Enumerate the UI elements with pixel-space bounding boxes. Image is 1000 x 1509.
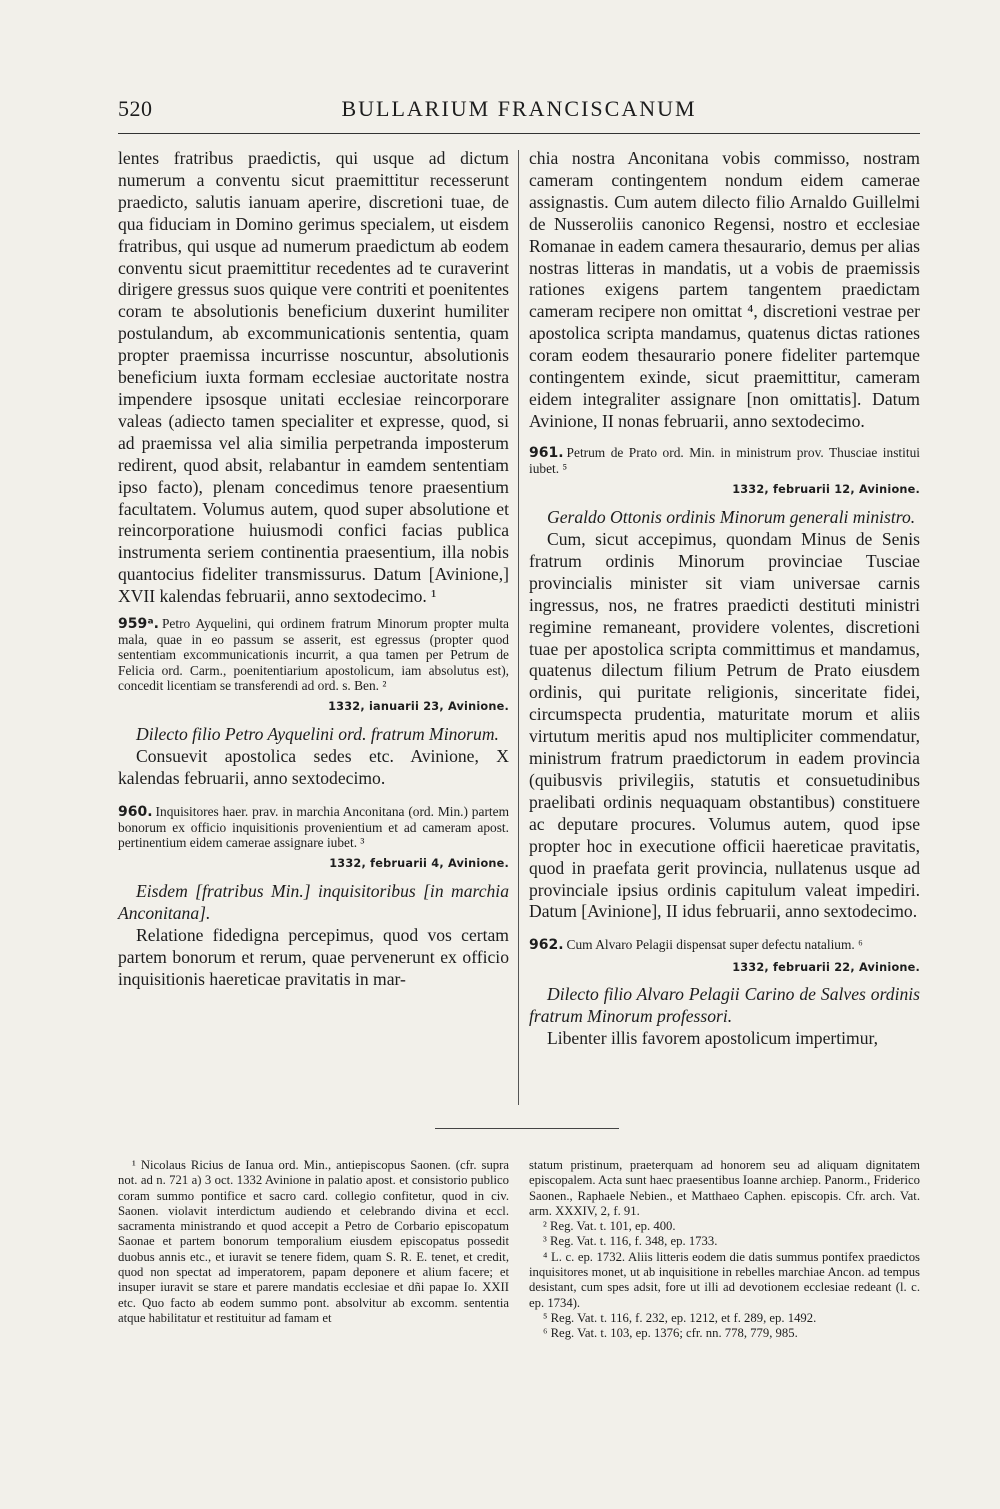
entry-number: 959ᵃ. (118, 616, 159, 633)
entry-text: Cum, sicut accepimus, quondam Minus de Senis fratrum ordinis Minorum provinciae Tusciae provincialis minister sit viam universae carnis ingressus, nos, ne fratres praedicti destituti ministri regimine remaneant, providere volentes, discretioni tuae per apostolica scripta committimus et mandamus, quatenus dilectum filium Petrum de Prato eiusdem ordinis, qui puritate religionis, sinceritate fidei, circumspecta prudentia, maturitate morum et aliis virtutum meritis apud nos multipliciter commendatur, ministrum fratrum praedictorum in eadem provincia (quibusvis privilegiis, statutis et consuetudinibus praelibati ordinis nequaquam obstantibus) constituere ac deputare procures. Volumus autem, quod ipse propter hoc in executione officii haereticae pravitatis, quod in praefata gerit provincia, nullatenus usque ad provinciale ipsius ordinis capitulum valeat impediri. Datum [Avinione], II idus februarii, anno sextodecimo. (529, 529, 920, 922)
right-column (529, 148, 920, 1050)
entry-text: Consuevit apostolica sedes etc. Avinione, X kalendas februarii, anno sextodecimo. (118, 745, 509, 788)
entry-number: 960. (118, 803, 153, 820)
footnote-1-continued: statum pristinum, praeterquam ad honorem seu ad aliquam dignitatem episcopalem. Acta sunt haec praesentibus Ioanne archiep. Panorm., Friderico Saonen., Raphaele Nebien., et Matthaeo Caphen. episcopis. Cfr. arch. Vat. arm. XXXIV, 2, f. 91. (529, 1158, 920, 1218)
entry-960-summary (118, 804, 509, 851)
entry-summary: Cum Alvaro Pelagii dispensat super defectu natalium. ⁶ (566, 937, 863, 953)
entry-date: 1332, februarii 22, Avinione. (732, 960, 920, 974)
entry-text: Relatione fidedigna percepimus, quod vos certam partem bonorum et rerum, quae pervenerunt ex officio inquisitionis haereticae pravitatis in mar- (118, 925, 509, 989)
column-divider (518, 150, 519, 1105)
continuation-text: chia nostra Anconitana vobis commisso, nostram cameram contingentem nondum eidem camerae assignastis. Cum autem dilecto filio Arnaldo Guillelmi de Nusseroliis canonico Regensi, nostro et ecclesiae Romanae in eadem camera thesaurario, demus per alias nostras litteras in mandatis, ut a vobis de praemissis rationes exigens partem tangentem praedictam cameram recipere non omittat ⁴, discretioni vestrae per apostolica scripta mandamus, quatenus dictas rationes coram eodem thesaurario ponere fideliter partemque contingentem exinde, sicut praemittitur, cameram eidem integraliter assignare [non omittatis]. Datum Avinione, II nonas februarii, anno sextodecimo. (529, 148, 920, 431)
entry-summary: Petro Ayquelini, qui ordinem fratrum Minorum propter multa mala, quae in eo passum se asserit, est egressus (propter quod sententiam excommunicationis incurrit, a qua tamen per Petrum de Felicia ord. Carm., poenitentiarium apostolicum, iam absolutus est), concedit licentiam se transferendi ad ord. s. Ben. ² (118, 616, 509, 693)
entry-address: Geraldo Ottonis ordinis Minorum generali ministro. (547, 507, 916, 528)
footnote-3: ³ Reg. Vat. t. 116, f. 348, ep. 1733. (543, 1234, 718, 1249)
running-title: BULLARIUM FRANCISCANUM (341, 96, 697, 121)
entry-address: Dilecto filio Alvaro Pelagii Carino de Salves ordinis fratrum Minorum professori. (529, 984, 920, 1027)
entry-959a-summary (118, 616, 509, 693)
footnotes-right (529, 1158, 920, 1342)
continuation-text: lentes fratribus praedictis, qui usque ad dictum numerum a conventu sicut praemittitur recesserunt praedicto, salutis ianuam aperire, discretioni tuae, de qua fiduciam in Domino gerimus specialem, ut eisdem fratribus, qui usque ad numerum praedictum ab eodem conventu sicut praemittitur recedentes ad te curaverint dirigere gressus suos quique vere contriti et poenitentes coram te absolutionis beneficium duxerint humiliter postulandum, ab excommunicationis sententia, quam propter praemissa incurrisse noscuntur, absolutionis beneficium iuxta formam ecclesiae auctoritate nostra impendere ipsosque unitati ecclesiae reincorporare valeas (adiecto tamen specialiter et expresse, quod, si ad praemissa vel alia similia perpetranda imposterum redirent, quod absit, relabantur in eamdem sententiam ipso facto), plenam concedimus tenore praesentium facultatem. Volumus autem, quod super absolutione et reincorporatione huiusmodi confici facias publica instrumenta seriem continentia praesentium, illa nobis quantocius fideliter transmissurus. Datum [Avinione,] XVII kalendas februarii, anno sextodecimo. ¹ (118, 148, 509, 607)
footnotes-left (118, 1158, 509, 1326)
footnote-6: ⁶ Reg. Vat. t. 103, ep. 1376; cfr. nn. 778, 779, 985. (543, 1326, 798, 1341)
entry-961-summary (529, 445, 920, 476)
page-header (118, 96, 920, 132)
entry-address: Eisdem [fratribus Min.] inquisitoribus [in marchia Anconitana]. (118, 881, 509, 924)
footnote-5: ⁵ Reg. Vat. t. 116, f. 232, ep. 1212, et f. 289, ep. 1492. (543, 1310, 817, 1325)
entry-text: Libenter illis favorem apostolicum impertimur, (547, 1028, 879, 1049)
entry-date: 1332, februarii 12, Avinione. (732, 483, 920, 497)
page-number: 520 (118, 96, 153, 121)
header-rule (118, 133, 920, 134)
left-column (118, 148, 509, 991)
entry-number: 961. (529, 444, 564, 461)
entry-address: Dilecto filio Petro Ayquelini ord. fratrum Minorum. (136, 723, 499, 744)
footnote-1: ¹ Nicolaus Ricius de Ianua ord. Min., antiepiscopus Saonen. (cfr. supra not. ad n. 721 a) 3 oct. 1332 Avinione in palatio apost. et consistorio publico coram summo pontifice et sacro card. collegio confitetur, quod in civ. Saonen. violavit interdictum audiendo et celebrando divina et eccl. sacramenta ministrando et quod accepit a Petro de Corbario episcopatum Saonae et partem bonorum temporalium eiusdem episcopatus possedit duobus annis etc., et iuravit se tenere fidem, quam S. R. E. tenet, et credit, quod non spectat ad imperatorem, papam deponere et alium facere; et insuper iuravit se stare et parere mandatis ecclesiae et dñi papae Io. XXII etc. Quo facto ab eodem summo pont. absolvitur ab excomm. sententia atque habilitatur et restituitur ad famam et (118, 1158, 509, 1325)
entry-summary: Petrum de Prato ord. Min. in ministrum prov. Thusciae institui iubet. ⁵ (529, 444, 920, 476)
entry-number: 962. (529, 937, 564, 954)
entry-962-summary (529, 937, 920, 953)
entry-date: 1332, ianuarii 23, Avinione. (328, 700, 509, 714)
footnote-4: ⁴ L. c. ep. 1732. Aliis litteris eodem die datis summus pontifex praedictos inquisitores monet, ut ab inquisitione in rebelles marchiae Ancon. ad tempus desistant, cum spes adsit, fore ut illi ad devotionem ecclesiae redeant (l. c. ep. 1734). (529, 1249, 920, 1310)
footnote-2: ² Reg. Vat. t. 101, ep. 400. (543, 1219, 676, 1234)
entry-summary: Inquisitores haer. prav. in marchia Anconitana (ord. Min.) partem bonorum ex officio inquisitionis provenientium et ad cameram apost. pertinentium eidem camerae assignare iubet. ³ (118, 803, 509, 851)
entry-date: 1332, februarii 4, Avinione. (329, 857, 509, 871)
footnote-separator (435, 1128, 619, 1129)
